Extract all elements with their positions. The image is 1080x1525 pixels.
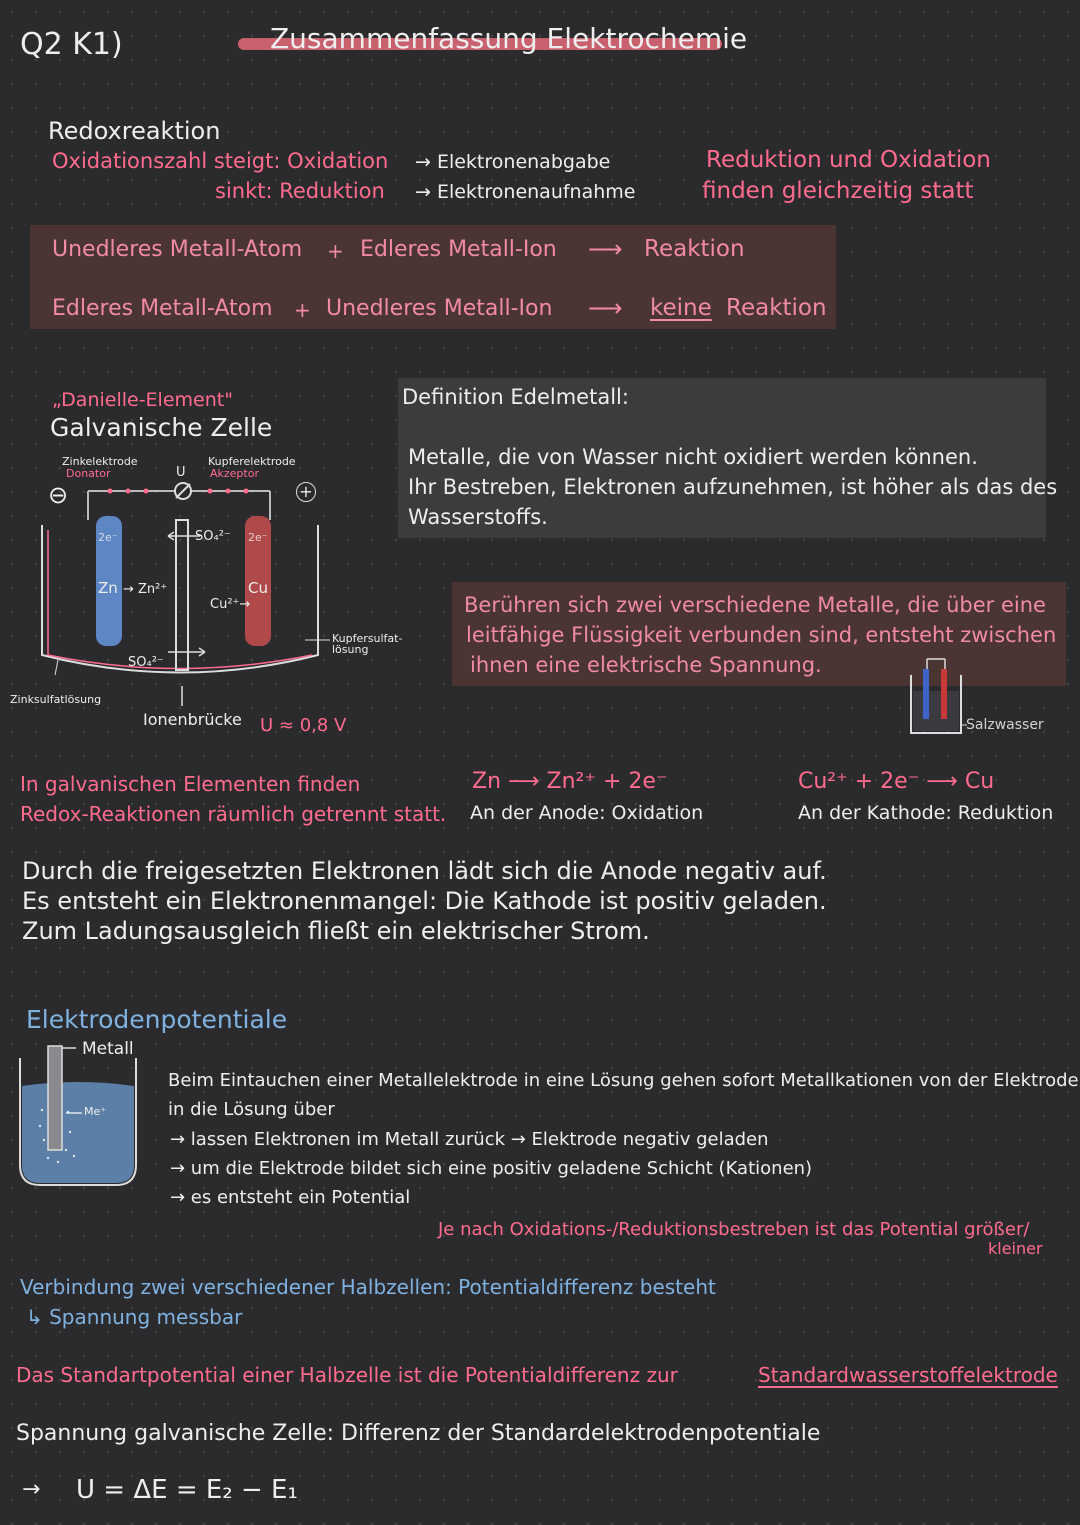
zinc-electrode-label: Zinkelektrode <box>62 455 138 468</box>
salt-bridge-label: Ionenbrücke <box>143 710 242 729</box>
cell-voltage: U ≈ 0,8 V <box>260 715 347 736</box>
copper-electrode-label: Kupferelektrode <box>208 455 296 468</box>
electrons-left: 2e⁻ <box>98 531 118 544</box>
donor-label: Donator <box>66 467 111 480</box>
spatial-line1: In galvanischen Elementen finden <box>20 772 361 796</box>
copper-symbol: Cu <box>248 579 268 597</box>
acceptor-label: Akzeptor <box>210 467 259 480</box>
definition-title: Definition Edelmetall: <box>402 385 629 409</box>
plus-pole: + <box>296 482 316 502</box>
explanation-line3: Zum Ladungsausgleich fließt ein elektrischer Strom. <box>22 917 650 945</box>
potentials-heading: Elektrodenpotentiale <box>26 1005 288 1034</box>
row2-mid: Unedleres Metall-Ion <box>326 296 553 321</box>
zinc-reaction: → Zn²⁺ <box>123 582 168 597</box>
standard-text: Das Standartpotential einer Halbzelle ist die Potentialdifferenz zur <box>16 1363 678 1387</box>
voltage-formula: U = ΔE = E₂ − E₁ <box>76 1475 298 1505</box>
voltage-definition: Spannung galvanische Zelle: Differenz der Standardelektrodenpotentiale <box>16 1421 821 1446</box>
potentials-bullet1: → lassen Elektronen im Metall zurück → Elektrode negativ geladen <box>170 1129 769 1150</box>
row2-arrow: ⟶ <box>588 294 623 322</box>
contact-line2: leitfähige Flüssigkeit verbunden sind, entsteht zwischen <box>466 623 1057 647</box>
row2-plus: + <box>294 298 311 322</box>
cathode-equation: Cu²⁺ + 2e⁻ ⟶ Cu <box>798 769 995 794</box>
metal-ion-label: Me⁺ <box>84 1105 107 1118</box>
explanation-line1: Durch die freigesetzten Elektronen lädt sich die Anode negativ auf. <box>22 857 827 885</box>
standard-electrode: Standardwasserstoffelektrode <box>758 1363 1058 1387</box>
electrons-right: 2e⁻ <box>248 531 268 544</box>
row2-result-keine: keine <box>650 295 712 321</box>
connection-line2: ↳ Spannung messbar <box>26 1305 243 1329</box>
row1-left: Unedleres Metall-Atom <box>52 237 303 262</box>
potentials-text1: Beim Eintauchen einer Metallelektrode in eine Lösung gehen sofort Metallkationen von der Elektrode <box>168 1070 1079 1091</box>
copper-ion: Cu²⁺→ <box>210 597 251 612</box>
metal-label: Metall <box>82 1039 134 1059</box>
anode-label: An der Anode: Oxidation <box>470 802 704 824</box>
potentials-text2: in die Lösung über <box>168 1099 335 1120</box>
definition-line3: Wasserstoffs. <box>408 505 548 529</box>
redox-line2-a: sinkt: Reduktion <box>215 179 385 203</box>
definition-line2: Ihr Bestreben, Elektronen aufzunehmen, ist höher als das des <box>408 475 1058 499</box>
galvanic-subtitle: „Danielle-Element" <box>52 389 233 411</box>
page-title: Zusammenfassung Elektrochemie <box>270 22 748 55</box>
minus-pole: ⊖ <box>48 481 69 509</box>
potentials-note1: Je nach Oxidations-/Reduktionsbestreben ist das Potential größer/ <box>438 1219 1030 1240</box>
row1-mid: Edleres Metall-Ion <box>360 237 557 262</box>
redox-note-1: Reduktion und Oxidation <box>706 147 991 173</box>
potentials-bullet3: → es entsteht ein Potential <box>170 1187 411 1208</box>
galvanic-title: Galvanische Zelle <box>50 413 273 442</box>
sulfate-bottom: SO₄²⁻ <box>128 655 164 670</box>
row2-result-rest: Reaktion <box>726 295 827 321</box>
zinc-solution-label: Zinksulfatlösung <box>10 693 102 706</box>
corner-label: Q2 K1) <box>20 27 123 62</box>
definition-line1: Metalle, die von Wasser nicht oxidiert werden können. <box>408 445 978 469</box>
cathode-label: An der Kathode: Reduktion <box>798 802 1054 824</box>
half-cell-diagram <box>18 1040 148 1190</box>
redox-line2-b: → Elektronenaufnahme <box>415 181 636 203</box>
row1-result: Reaktion <box>644 236 745 262</box>
row2-left: Edleres Metall-Atom <box>52 296 273 321</box>
salt-water-label: Salzwasser <box>966 717 1044 733</box>
connection-line1: Verbindung zwei verschiedener Halbzellen: Potentialdifferenz besteht <box>20 1275 716 1299</box>
contact-line3: ihnen eine elektrische Spannung. <box>470 653 822 677</box>
contact-line1: Berühren sich zwei verschiedene Metalle, die über eine <box>464 593 1046 617</box>
anode-equation: Zn ⟶ Zn²⁺ + 2e⁻ <box>472 769 668 794</box>
spatial-line2: Redox-Reaktionen räumlich getrennt statt. <box>20 802 447 826</box>
zinc-symbol: Zn <box>98 579 118 597</box>
redox-line1-a: Oxidationszahl steigt: Oxidation <box>52 149 389 173</box>
redox-line1-b: → Elektronenabgabe <box>415 151 611 173</box>
redox-heading: Redoxreaktion <box>48 117 221 145</box>
potentials-note2: kleiner <box>988 1239 1043 1258</box>
potentials-bullet2: → um die Elektrode bildet sich eine positiv geladene Schicht (Kationen) <box>170 1158 813 1179</box>
explanation-line2: Es entsteht ein Elektronenmangel: Die Kathode ist positiv geladen. <box>22 887 827 915</box>
sulfate-top: SO₄²⁻ <box>195 529 231 544</box>
row1-arrow: ⟶ <box>588 235 623 263</box>
formula-arrow: → <box>22 1477 41 1502</box>
row1-plus: + <box>327 239 344 263</box>
redox-note-2: finden gleichzeitig statt <box>702 178 974 204</box>
copper-solution-label: Kupfersulfat-lösung <box>332 632 403 656</box>
voltmeter-label: U <box>176 465 186 480</box>
